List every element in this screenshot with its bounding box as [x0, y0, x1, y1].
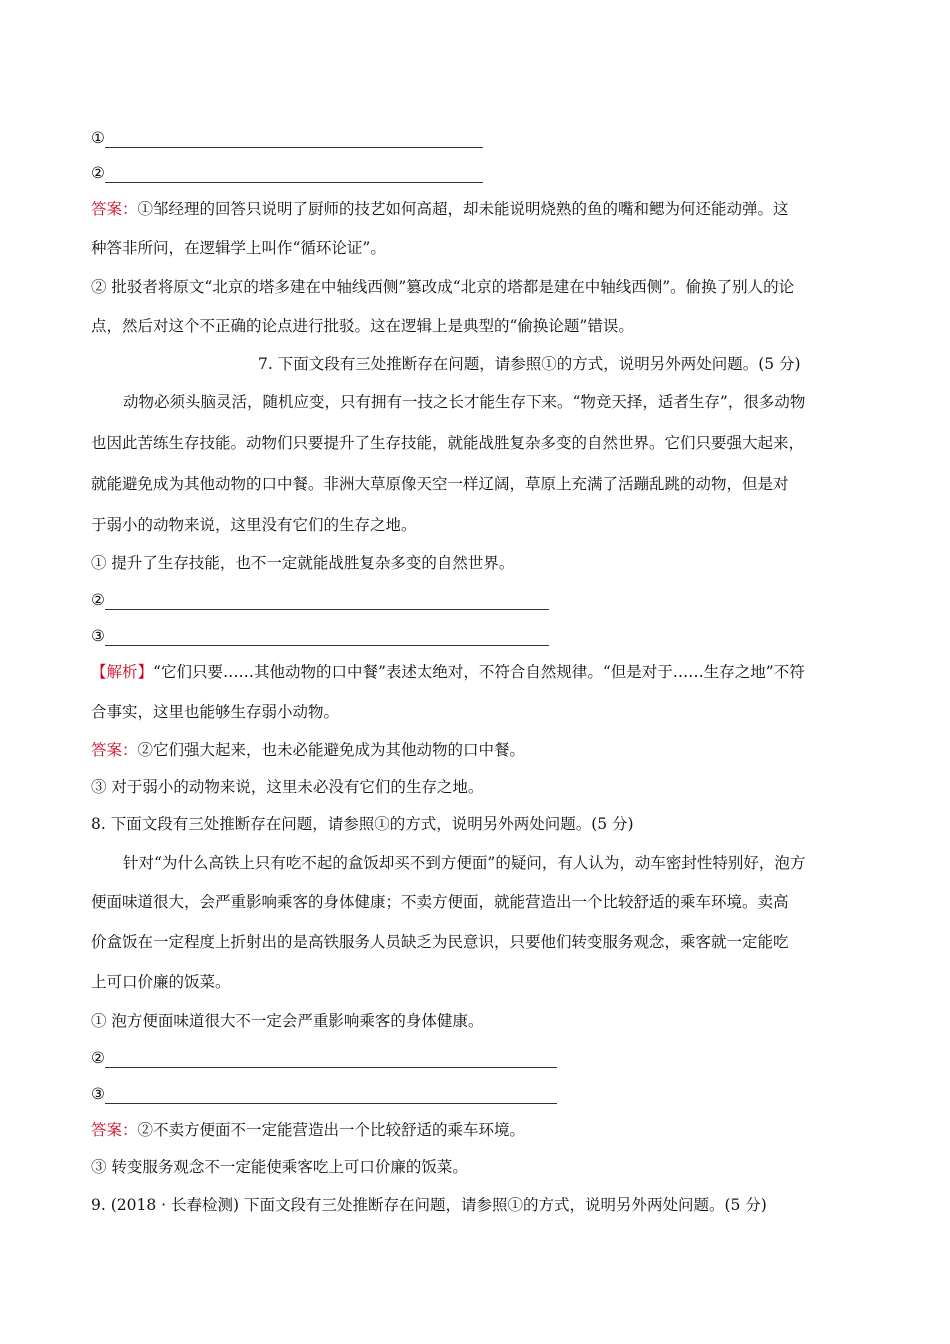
- q8-passage-line-3: 价盒饭在一定程度上折射出的是高铁服务人员缺乏为民意识，只要他们转变服务观念，乘客就一定能吃: [91, 933, 789, 951]
- circle-number: ②: [91, 1049, 105, 1067]
- answer-blank[interactable]: [105, 1090, 557, 1104]
- answer-blank[interactable]: [105, 596, 549, 610]
- q7-answer-line-2: ③ 对于弱小的动物来说，这里未必没有它们的生存之地。: [91, 778, 484, 796]
- q8-passage-line-2: 便面味道很大，会严重影响乘客的身体健康；不卖方便面，就能营造出一个比较舒适的乘车环境。卖高: [91, 893, 789, 911]
- q6-answer-line-2: 种答非所问，在逻辑学上叫作“循环论证”。: [91, 239, 386, 257]
- analysis-text: “它们只要……其他动物的口中餐”表述太绝对，不符合自然规律。“但是对于……生存之地”不符: [153, 663, 805, 681]
- answer-blank[interactable]: [105, 134, 483, 148]
- q6-answer-line-4: 点，然后对这个不正确的论点进行批驳。这在逻辑上是典型的“偷换论题”错误。: [91, 317, 634, 335]
- circle-number: ②: [91, 591, 105, 609]
- q7-example: ① 提升了生存技能，也不一定就能战胜复杂多变的自然世界。: [91, 554, 515, 572]
- answer-label: 答案：: [91, 1121, 138, 1139]
- circle-number: ③: [91, 1085, 105, 1103]
- q7-analysis-line-1: [91, 662, 805, 682]
- answer-blank[interactable]: [105, 632, 549, 646]
- q7-blank-3: [91, 626, 549, 646]
- q7-answer-line-1: [91, 740, 525, 760]
- q8-passage-line-1: 针对“为什么高铁上只有吃不起的盒饭却买不到方便面”的疑问，有人认为，动车密封性特别好，泡方: [123, 854, 806, 872]
- answer-blank[interactable]: [105, 169, 483, 183]
- blank-line-1: [91, 128, 483, 148]
- answer-text: ①邹经理的回答只说明了厨师的技艺如何高超，却未能说明烧熟的鱼的嘴和鳃为何还能动弹。这: [137, 200, 789, 218]
- q7-passage-line-2: 也因此苦练生存技能。动物们只要提升了生存技能，就能战胜复杂多变的自然世界。它们只要强大起来，: [91, 434, 805, 452]
- q8-example: ① 泡方便面味道很大不一定会严重影响乘客的身体健康。: [91, 1012, 484, 1030]
- circle-number: ②: [91, 164, 105, 182]
- answer-blank[interactable]: [105, 1054, 557, 1068]
- q7-blank-2: [91, 590, 549, 610]
- analysis-label: 【解析】: [91, 663, 154, 681]
- q8-answer-line-2: ③ 转变服务观念不一定能使乘客吃上可口价廉的饭菜。: [91, 1158, 468, 1176]
- q8-blank-3: [91, 1084, 557, 1104]
- q7-passage-line-1: 动物必须头脑灵活，随机应变，只有拥有一技之长才能生存下来。“物竞天择，适者生存”，很多动物: [123, 393, 806, 411]
- q7-analysis-line-2: 合事实，这里也能够生存弱小动物。: [91, 703, 340, 721]
- q8-title: 8. 下面文段有三处推断存在问题，请参照①的方式，说明另外两处问题。(5 分): [91, 815, 634, 833]
- blank-line-2: [91, 163, 483, 183]
- answer-label: 答案：: [91, 200, 138, 218]
- answer-text: ②不卖方便面不一定能营造出一个比较舒适的乘车环境。: [137, 1121, 526, 1139]
- q8-passage-line-4: 上可口价廉的饭菜。: [91, 973, 231, 991]
- q8-answer-line-1: [91, 1120, 525, 1140]
- q9-title: 9. (2018 · 长春检测) 下面文段有三处推断存在问题，请参照①的方式，说明另外两处问题。(5 分): [91, 1196, 767, 1214]
- q6-answer-line-3: ② 批驳者将原文“北京的塔多建在中轴线西侧”篡改成“北京的塔都是建在中轴线西侧”。偷换了别人的论: [91, 278, 795, 296]
- q7-passage-line-3: 就能避免成为其他动物的口中餐。非洲大草原像天空一样辽阔，草原上充满了活蹦乱跳的动物，但是对: [91, 475, 789, 493]
- circle-number: ③: [91, 627, 105, 645]
- circle-number: ①: [91, 129, 105, 147]
- answer-text: ②它们强大起来，也未必能避免成为其他动物的口中餐。: [137, 741, 526, 759]
- q7-passage-line-4: 于弱小的动物来说，这里没有它们的生存之地。: [91, 516, 417, 534]
- q7-title: 7. 下面文段有三处推断存在问题，请参照①的方式，说明另外两处问题。(5 分): [258, 355, 801, 373]
- q6-answer-line-1: [91, 199, 789, 219]
- q8-blank-2: [91, 1048, 557, 1068]
- answer-label: 答案：: [91, 741, 138, 759]
